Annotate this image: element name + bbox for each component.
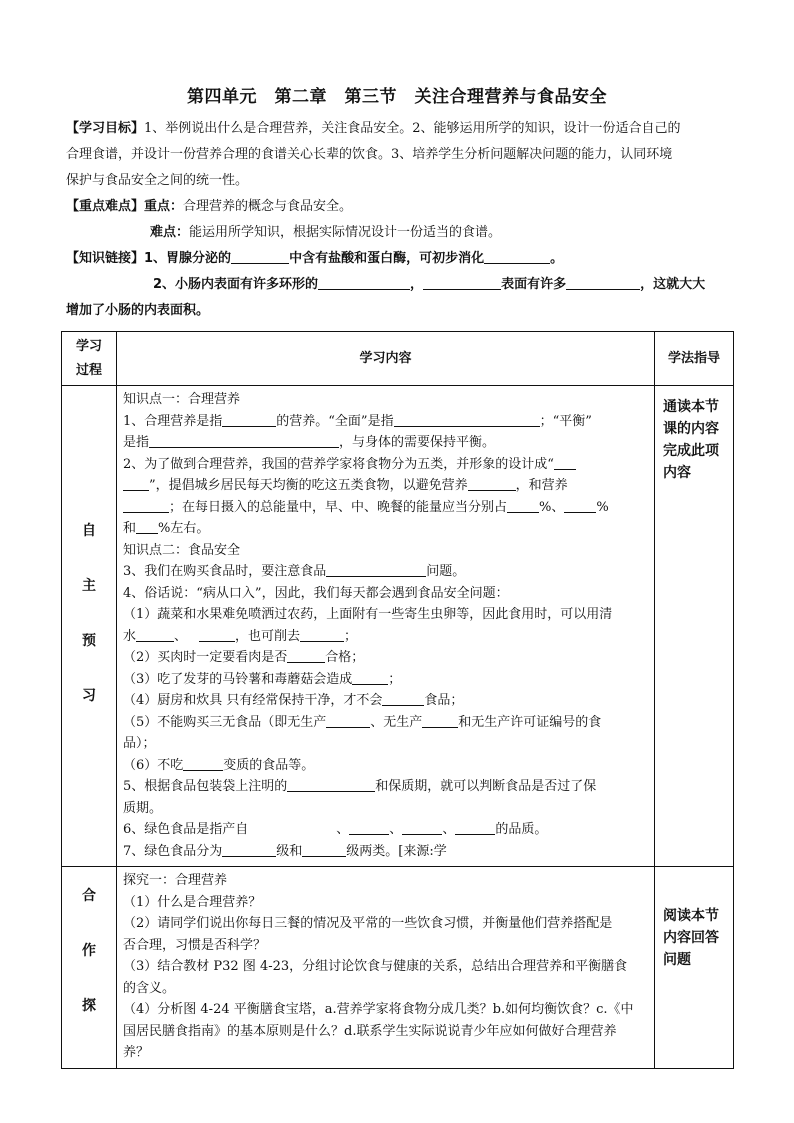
text: ”，提倡城乡居民每天均衡的吃这五类食物，以避免营养	[149, 478, 468, 493]
knowledge-link-2	[66, 272, 734, 298]
content-self-study	[117, 386, 655, 867]
knowledge-point-title: 知识点二：食品安全	[123, 542, 241, 558]
blank[interactable]	[222, 412, 276, 427]
text: 水	[123, 628, 137, 644]
blank[interactable]	[402, 820, 442, 835]
blank[interactable]	[136, 627, 174, 642]
item-4-5-cont: 品）；	[123, 736, 156, 751]
blank[interactable]	[382, 691, 424, 706]
text: 、	[336, 822, 350, 837]
text: ，也可削去	[235, 628, 301, 644]
link-2c: 表面有许多	[501, 277, 567, 292]
text: （5）不能购买三无食品（即无生产	[123, 714, 327, 730]
item-1-cont	[123, 432, 648, 454]
header-content: 学习内容	[117, 332, 655, 386]
link-1b: 中含有盐酸和蛋白酶，可初步消化	[289, 251, 485, 266]
explore-title: 探究一：合理营养	[123, 873, 228, 888]
question-2-cont: 否合理，习惯是否科学？	[123, 937, 267, 953]
text: 和保质期，就可以判断食品是否过了保	[375, 779, 597, 794]
header-process-1: 学习	[75, 338, 102, 354]
text: 、	[442, 822, 456, 837]
question-3: （3）结合教材 P32 图 4-23，分组讨论饮食与健康的关系，总结出合理营养和平衡膳食	[123, 959, 628, 974]
question-4: （4）分析图 4-24 平衡膳食宝塔，a.营养学家将食物分成几类？b.如何均衡饮食？c.《中	[123, 1002, 634, 1017]
blank[interactable]	[199, 627, 235, 642]
text: %、	[539, 499, 565, 515]
text: ，与身体的需要保持平衡。	[339, 435, 496, 450]
text: 、无生产	[370, 714, 423, 730]
item-2-cont2	[123, 497, 648, 519]
key-label: 【重点难点】	[66, 199, 145, 214]
text: ，和营养	[515, 478, 568, 493]
process-self-study	[62, 386, 117, 867]
link-1a: 1、胃腺分泌的	[144, 251, 232, 266]
blank[interactable]	[564, 498, 596, 513]
blank[interactable]	[423, 275, 501, 290]
item-5	[123, 776, 648, 798]
process-char: 主	[82, 578, 96, 594]
blank[interactable]	[352, 670, 388, 685]
content-cooperative	[117, 867, 655, 1069]
text: 是指	[123, 435, 150, 450]
text: ；	[388, 671, 402, 687]
process-char: 自	[82, 523, 96, 539]
blank[interactable]	[222, 842, 276, 857]
process-cooperative	[62, 867, 117, 1069]
blank[interactable]	[149, 433, 339, 448]
link-2b: ，	[410, 277, 424, 292]
section-cooperative	[62, 867, 734, 1069]
page-title: 第四单元 第二章 第三节 关注合理营养与食品安全	[187, 87, 607, 107]
intro-section	[66, 116, 734, 324]
blank[interactable]	[231, 249, 289, 264]
item-2	[123, 454, 648, 476]
blank[interactable]	[318, 275, 410, 290]
item-5-cont: 质期。	[123, 800, 163, 816]
blank[interactable]	[136, 519, 158, 534]
difficult-point	[66, 220, 734, 246]
blank[interactable]	[566, 275, 640, 290]
question-1: （1）什么是合理营养？	[123, 894, 262, 910]
blank[interactable]	[394, 412, 540, 427]
item-1	[123, 411, 648, 433]
process-char: 作	[82, 943, 96, 959]
goal-text-2: 合理食谱，并设计一份营养合理的食谱关心长辈的饮食。3、培养学生分析问题解决问题的能力，认同环境	[66, 147, 673, 162]
item-4-5	[123, 712, 648, 734]
text: 合格；	[325, 650, 365, 665]
blank[interactable]	[183, 756, 223, 771]
blank[interactable]	[468, 476, 516, 491]
item-4-1-cont	[123, 626, 648, 648]
text: （6）不吃	[123, 757, 184, 773]
process-char: 预	[82, 633, 96, 649]
blank[interactable]	[349, 820, 389, 835]
text: 变质的食品等。	[223, 757, 315, 773]
text: 、	[389, 822, 403, 837]
text: ；“平衡”	[539, 413, 592, 429]
text: 级和	[276, 843, 303, 859]
blank[interactable]	[287, 777, 375, 792]
text: 3、我们在购买食品时，要注意食品	[123, 564, 327, 579]
diff-text: 能运用所学知识，根据实际情况设计一份适当的食谱。	[189, 225, 502, 240]
item-4-2	[123, 647, 648, 669]
key-point	[66, 194, 734, 220]
question-2: （2）请同学们说出你每日三餐的情况及平常的一些饮食习惯，并衡量他们营养搭配是	[123, 916, 613, 931]
item-6	[123, 819, 648, 841]
blank[interactable]	[326, 713, 370, 728]
blank[interactable]	[507, 498, 539, 513]
text: 5、根据食品包装袋上注明的	[123, 779, 288, 794]
blank[interactable]	[123, 498, 169, 513]
process-char: 合	[82, 888, 96, 904]
text: 的营养。“全面”是指	[276, 413, 394, 429]
text: %	[596, 499, 609, 515]
text: ；在每日摄入的总能量中，早、中、晚餐的能量应当分别占	[169, 499, 508, 515]
blank[interactable]	[287, 648, 325, 663]
text: 食品；	[424, 693, 464, 708]
knowledge-point-title: 知识点一：合理营养	[123, 392, 241, 407]
blank[interactable]	[326, 562, 426, 577]
goal-text-3: 保护与食品安全之间的统一性。	[66, 173, 249, 188]
blank[interactable]	[300, 627, 344, 642]
text: （4）厨房和炊具 只有经常保持干净，才不会	[123, 693, 383, 708]
question-4-cont2: 养？	[123, 1045, 150, 1060]
guide-self-study: 通读本节课的内容完成此项内容	[655, 386, 734, 867]
text: 问题。	[426, 564, 466, 579]
question-3-cont: 的含义。	[123, 980, 176, 996]
text: 1、合理营养是指	[123, 413, 223, 429]
item-2-cont	[123, 475, 648, 497]
blank[interactable]	[484, 249, 550, 264]
text: （2）买肉时一定要看肉是否	[123, 650, 288, 665]
item-3	[123, 561, 648, 583]
link-2a: 2、小肠内表面有许多环形的	[153, 277, 319, 292]
key-point-text: 合理营养的概念与食品安全。	[183, 199, 353, 214]
blank[interactable]	[302, 842, 346, 857]
process-char: 习	[82, 688, 96, 704]
text: 、	[174, 628, 188, 644]
item-4-1: （1）蔬菜和水果难免喷洒过农药，上面附有一些寄生虫卵等，因此食用时，可以用清	[123, 607, 613, 622]
learning-goal	[66, 116, 734, 142]
text: 的品质。	[495, 822, 548, 837]
text: 7、绿色食品分为	[123, 843, 223, 859]
process-char: 探	[82, 998, 96, 1014]
item-4-4	[123, 690, 648, 712]
header-process-2: 过程	[75, 362, 102, 378]
blank[interactable]	[554, 455, 576, 470]
table-header-row	[62, 332, 734, 386]
link-label: 【知识链接】	[66, 251, 145, 266]
guide-cooperative: 阅读本节内容回答问题	[655, 867, 734, 1069]
diff-label: 难点：	[150, 225, 190, 240]
text: %左右。	[158, 521, 210, 536]
header-process	[62, 332, 117, 386]
study-table	[61, 331, 734, 1069]
item-4-6	[123, 755, 648, 777]
blank[interactable]	[422, 713, 458, 728]
text: 和	[123, 521, 137, 536]
goal-text-1: 1、举例说出什么是合理营养，关注食品安全。2、能够运用所学的知识，设计一份适合自己的	[144, 121, 681, 136]
text: 2、为了做到合理营养，我国的营养学家将食物分为五类，并形象的设计成“	[123, 456, 554, 472]
header-guide: 学法指导	[655, 332, 734, 386]
knowledge-link-1	[66, 246, 734, 272]
section-self-study	[62, 386, 734, 867]
text: 级两类。[来源:学	[346, 843, 447, 859]
blank[interactable]	[455, 820, 495, 835]
key-point-label: 重点：	[144, 199, 184, 214]
blank[interactable]	[123, 476, 149, 491]
goal-label: 【学习目标】	[66, 121, 145, 136]
item-7	[123, 841, 648, 863]
knowledge-link-2-cont: 增加了小肠的内表面积。	[66, 303, 210, 318]
item-4: 4、俗话说：“病从口入”，因此，我们每天都会遇到食品安全问题：	[123, 585, 509, 601]
link-1c: 。	[550, 251, 564, 266]
text: （3）吃了发芽的马铃薯和毒蘑菇会造成	[123, 671, 353, 687]
item-4-3	[123, 669, 648, 691]
question-4-cont: 国居民膳食指南》的基本原则是什么？d.联系学生实际说说青少年应如何做好合理营养	[123, 1023, 617, 1039]
item-2-cont3	[123, 518, 648, 540]
text: 和无生产许可证编号的食	[458, 714, 602, 730]
link-2d: ，这就大大	[640, 277, 706, 292]
text: ；	[344, 628, 358, 644]
text: 6、绿色食品是指产自	[123, 822, 249, 837]
